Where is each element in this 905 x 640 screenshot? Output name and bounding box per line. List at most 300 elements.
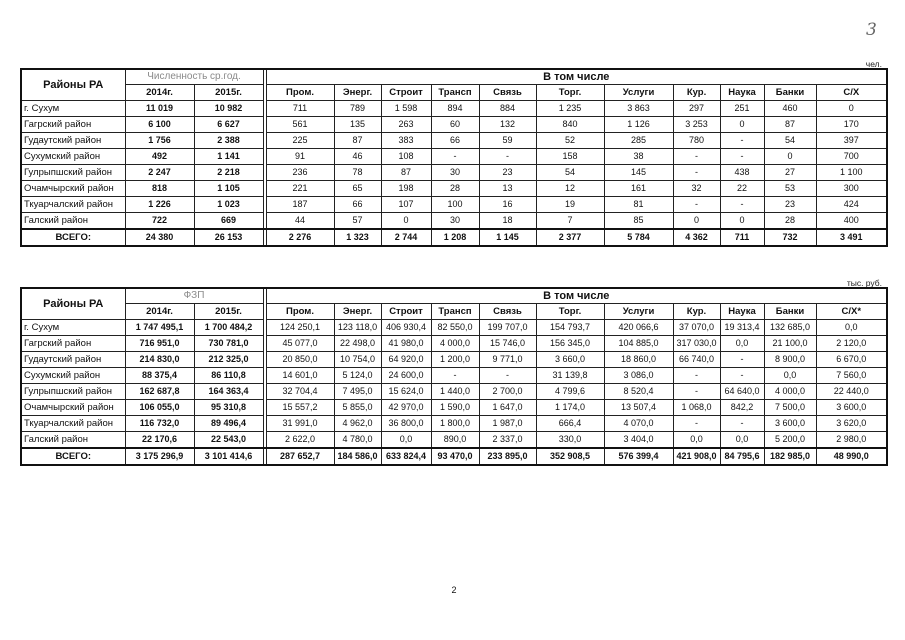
sector-value-cell: 711 (720, 229, 764, 246)
sector-value-cell: 78 (334, 165, 381, 181)
sector-value-cell: 30 (431, 165, 479, 181)
sector-value-cell: 421 908,0 (673, 448, 720, 465)
sector-value-cell: 383 (381, 133, 431, 149)
sector-column-header: Услуги (604, 85, 673, 101)
sector-value-cell: 4 000,0 (431, 336, 479, 352)
sector-value-cell: 4 070,0 (604, 416, 673, 432)
sector-value-cell: 104 885,0 (604, 336, 673, 352)
total-label: ВСЕГО: (21, 448, 125, 465)
sector-value-cell: 840 (536, 117, 604, 133)
sector-value-cell: 124 250,1 (266, 320, 334, 336)
sector-value-cell: 352 908,5 (536, 448, 604, 465)
sector-value-cell: 2 377 (536, 229, 604, 246)
included-header: В том числе (266, 288, 887, 304)
sector-value-cell: - (673, 384, 720, 400)
sector-value-cell: 2 744 (381, 229, 431, 246)
sector-value-cell: 23 (764, 197, 816, 213)
sector-value-cell: 199 707,0 (479, 320, 536, 336)
sector-column-header: Пром. (266, 304, 334, 320)
sector-value-cell: 1 208 (431, 229, 479, 246)
sector-value-cell: - (673, 165, 720, 181)
sector-value-cell: - (720, 133, 764, 149)
sector-column-header: Банки (764, 85, 816, 101)
table-row (21, 101, 887, 117)
sector-value-cell: 28 (764, 213, 816, 230)
handwritten-page-number: 3 (866, 20, 877, 40)
sector-value-cell: 3 491 (816, 229, 887, 246)
included-header: В том числе (266, 69, 887, 85)
sector-value-cell: 0 (764, 149, 816, 165)
sector-value-cell: 44 (266, 213, 334, 230)
sector-value-cell: 4 799,6 (536, 384, 604, 400)
sector-value-cell: 132 (479, 117, 536, 133)
sector-value-cell: - (479, 149, 536, 165)
sector-column-header: Трансп (431, 85, 479, 101)
total-label: ВСЕГО: (21, 229, 125, 246)
table-row (21, 368, 887, 384)
sector-value-cell: 4 962,0 (334, 416, 381, 432)
table-row (21, 133, 887, 149)
year-value-cell: 722 (125, 213, 194, 230)
sector-value-cell: 87 (381, 165, 431, 181)
sector-value-cell: 182 985,0 (764, 448, 816, 465)
year-value-cell: 6 100 (125, 117, 194, 133)
sector-value-cell: 7 560,0 (816, 368, 887, 384)
sector-value-cell: 7 (536, 213, 604, 230)
sector-value-cell: 32 (673, 181, 720, 197)
sector-column-header: Энерг. (334, 85, 381, 101)
sector-value-cell: 45 077,0 (266, 336, 334, 352)
sector-value-cell: 287 652,7 (266, 448, 334, 465)
table-row (21, 336, 887, 352)
region-name: Галский район (21, 432, 125, 449)
year-value-cell: 2 218 (194, 165, 263, 181)
sector-column-header: Наука (720, 85, 764, 101)
sector-column-header: Строит (381, 85, 431, 101)
sector-value-cell: 700 (816, 149, 887, 165)
sector-value-cell: 1 200,0 (431, 352, 479, 368)
sector-value-cell: 15 557,2 (266, 400, 334, 416)
sector-column-header: Наука (720, 304, 764, 320)
region-name: Ткуарчалский район (21, 197, 125, 213)
sector-value-cell: 57 (334, 213, 381, 230)
sector-value-cell: - (431, 368, 479, 384)
sector-value-cell: 22 498,0 (334, 336, 381, 352)
sector-value-cell: 1 126 (604, 117, 673, 133)
sector-value-cell: 84 795,6 (720, 448, 764, 465)
sector-value-cell: 81 (604, 197, 673, 213)
total-row (21, 229, 887, 246)
sector-value-cell: 187 (266, 197, 334, 213)
region-name: Гулрыпшский район (21, 165, 125, 181)
sector-value-cell: 666,4 (536, 416, 604, 432)
payroll-group-header: ФЗП (125, 288, 263, 304)
sector-value-cell: 406 930,4 (381, 320, 431, 336)
table-row (21, 181, 887, 197)
sector-value-cell: 5 200,0 (764, 432, 816, 449)
region-name: Гагрский район (21, 336, 125, 352)
sector-value-cell: 3 863 (604, 101, 673, 117)
sector-value-cell: 1 145 (479, 229, 536, 246)
sector-value-cell: 1 440,0 (431, 384, 479, 400)
sector-value-cell: 300 (816, 181, 887, 197)
sector-value-cell: 233 895,0 (479, 448, 536, 465)
sector-value-cell: 460 (764, 101, 816, 117)
sector-value-cell: 28 (431, 181, 479, 197)
sector-value-cell: - (720, 368, 764, 384)
sector-value-cell: 135 (334, 117, 381, 133)
sector-value-cell: 561 (266, 117, 334, 133)
sector-value-cell: 5 855,0 (334, 400, 381, 416)
sector-column-header: Услуги (604, 304, 673, 320)
year-value-cell: 1 747 495,1 (125, 320, 194, 336)
sector-value-cell: 6 670,0 (816, 352, 887, 368)
year-column-header: 2014г. (125, 85, 194, 101)
sector-value-cell: 894 (431, 101, 479, 117)
year-value-cell: 162 687,8 (125, 384, 194, 400)
region-name: Ткуарчалский район (21, 416, 125, 432)
year-value-cell: 1 141 (194, 149, 263, 165)
sector-value-cell: 87 (764, 117, 816, 133)
sector-value-cell: 184 586,0 (334, 448, 381, 465)
year-value-cell: 1 700 484,2 (194, 320, 263, 336)
sector-value-cell: 221 (266, 181, 334, 197)
sector-column-header: Пром. (266, 85, 334, 101)
sector-value-cell: 0,0 (720, 336, 764, 352)
sector-value-cell: 842,2 (720, 400, 764, 416)
sector-value-cell: 2 700,0 (479, 384, 536, 400)
year-value-cell: 1 023 (194, 197, 263, 213)
year-value-cell: 492 (125, 149, 194, 165)
headcount-unit-label: чел. (865, 59, 882, 69)
column-header-row (21, 304, 887, 320)
sector-value-cell: 41 980,0 (381, 336, 431, 352)
year-value-cell: 212 325,0 (194, 352, 263, 368)
sector-value-cell: 330,0 (536, 432, 604, 449)
sector-value-cell: 21 100,0 (764, 336, 816, 352)
sector-value-cell: 0,0 (381, 432, 431, 449)
sector-value-cell: 1 800,0 (431, 416, 479, 432)
sector-value-cell: 64 920,0 (381, 352, 431, 368)
sector-value-cell: 1 235 (536, 101, 604, 117)
year-value-cell: 106 055,0 (125, 400, 194, 416)
sector-value-cell: 18 (479, 213, 536, 230)
sector-value-cell: 9 771,0 (479, 352, 536, 368)
sector-value-cell: - (720, 197, 764, 213)
sector-value-cell: 3 600,0 (816, 400, 887, 416)
sector-value-cell: 884 (479, 101, 536, 117)
sector-value-cell: 91 (266, 149, 334, 165)
sector-value-cell: 1 174,0 (536, 400, 604, 416)
sector-value-cell: 2 337,0 (479, 432, 536, 449)
headcount-table (20, 68, 888, 247)
headcount-group-header: Численность ср.год. (125, 69, 263, 85)
sector-value-cell: 156 345,0 (536, 336, 604, 352)
year-value-cell: 164 363,4 (194, 384, 263, 400)
sector-value-cell: 400 (816, 213, 887, 230)
sector-column-header: Связь (479, 304, 536, 320)
sector-value-cell: 2 622,0 (266, 432, 334, 449)
sector-value-cell: 5 124,0 (334, 368, 381, 384)
table-row (21, 165, 887, 181)
sector-value-cell: 7 495,0 (334, 384, 381, 400)
sector-value-cell: 170 (816, 117, 887, 133)
sector-value-cell: - (673, 197, 720, 213)
sector-column-header: С/Х* (816, 304, 887, 320)
sector-value-cell: 890,0 (431, 432, 479, 449)
sector-value-cell: 1 598 (381, 101, 431, 117)
year-column-header: 2014г. (125, 304, 194, 320)
payroll-unit-label: тыс. руб. (846, 278, 882, 288)
year-value-cell: 1 105 (194, 181, 263, 197)
sector-column-header: Торг. (536, 304, 604, 320)
sector-value-cell: 2 980,0 (816, 432, 887, 449)
sector-value-cell: 317 030,0 (673, 336, 720, 352)
sector-value-cell: - (720, 149, 764, 165)
sector-column-header: Строит (381, 304, 431, 320)
table-row (21, 197, 887, 213)
year-value-cell: 3 101 414,6 (194, 448, 263, 465)
sector-value-cell: 397 (816, 133, 887, 149)
region-name: г. Сухум (21, 101, 125, 117)
sector-value-cell: 3 404,0 (604, 432, 673, 449)
sector-value-cell: 12 (536, 181, 604, 197)
sector-value-cell: - (431, 149, 479, 165)
sector-value-cell: 22 440,0 (816, 384, 887, 400)
sector-column-header: Трансп (431, 304, 479, 320)
sector-value-cell: 2 120,0 (816, 336, 887, 352)
year-column-header: 2015г. (194, 85, 263, 101)
sector-column-header: С/Х (816, 85, 887, 101)
sector-value-cell: 15 624,0 (381, 384, 431, 400)
year-value-cell: 2 247 (125, 165, 194, 181)
sector-value-cell: 1 987,0 (479, 416, 536, 432)
year-value-cell: 730 781,0 (194, 336, 263, 352)
sector-value-cell: 10 754,0 (334, 352, 381, 368)
region-name: Гудаутский район (21, 133, 125, 149)
payroll-table (20, 287, 888, 466)
region-name: г. Сухум (21, 320, 125, 336)
sector-value-cell: 1 068,0 (673, 400, 720, 416)
sector-value-cell: 85 (604, 213, 673, 230)
sector-value-cell: 42 970,0 (381, 400, 431, 416)
sector-value-cell: 285 (604, 133, 673, 149)
sector-value-cell: 732 (764, 229, 816, 246)
region-name: Очамчырский район (21, 400, 125, 416)
sector-value-cell: 60 (431, 117, 479, 133)
sector-value-cell: 0 (720, 117, 764, 133)
table-row (21, 416, 887, 432)
sector-column-header: Банки (764, 304, 816, 320)
sector-value-cell: 438 (720, 165, 764, 181)
table-row (21, 400, 887, 416)
year-value-cell: 22 170,6 (125, 432, 194, 449)
sector-value-cell: 64 640,0 (720, 384, 764, 400)
sector-value-cell: 66 (334, 197, 381, 213)
sector-value-cell: 54 (764, 133, 816, 149)
sector-value-cell: 420 066,6 (604, 320, 673, 336)
region-name: Сухумский район (21, 368, 125, 384)
year-value-cell: 669 (194, 213, 263, 230)
sector-value-cell: 198 (381, 181, 431, 197)
region-header: Районы РА (21, 288, 125, 320)
sector-value-cell: 66 (431, 133, 479, 149)
sector-value-cell: 52 (536, 133, 604, 149)
sector-value-cell: 4 780,0 (334, 432, 381, 449)
year-value-cell: 6 627 (194, 117, 263, 133)
sector-value-cell: 107 (381, 197, 431, 213)
sector-value-cell: 38 (604, 149, 673, 165)
sector-value-cell: 30 (431, 213, 479, 230)
year-value-cell: 86 110,8 (194, 368, 263, 384)
sector-value-cell: 633 824,4 (381, 448, 431, 465)
sector-value-cell: 8 900,0 (764, 352, 816, 368)
sector-value-cell: 1 647,0 (479, 400, 536, 416)
sector-value-cell: 145 (604, 165, 673, 181)
year-value-cell: 1 756 (125, 133, 194, 149)
year-value-cell: 95 310,8 (194, 400, 263, 416)
sector-value-cell: 66 740,0 (673, 352, 720, 368)
year-value-cell: 10 982 (194, 101, 263, 117)
region-name: Гулрыпшский район (21, 384, 125, 400)
sector-value-cell: 19 313,4 (720, 320, 764, 336)
sector-value-cell: 711 (266, 101, 334, 117)
sector-value-cell: 53 (764, 181, 816, 197)
sector-value-cell: 1 590,0 (431, 400, 479, 416)
sector-column-header: Кур. (673, 304, 720, 320)
sector-column-header: Энерг. (334, 304, 381, 320)
sector-value-cell: 251 (720, 101, 764, 117)
year-value-cell: 214 830,0 (125, 352, 194, 368)
sector-value-cell: 0 (673, 213, 720, 230)
sector-value-cell: 3 086,0 (604, 368, 673, 384)
sector-value-cell: 32 704,4 (266, 384, 334, 400)
sector-value-cell: 158 (536, 149, 604, 165)
sector-value-cell: 18 860,0 (604, 352, 673, 368)
table-row (21, 149, 887, 165)
sector-value-cell: 15 746,0 (479, 336, 536, 352)
table-row (21, 352, 887, 368)
year-value-cell: 818 (125, 181, 194, 197)
sector-value-cell: 100 (431, 197, 479, 213)
region-name: Гагрский район (21, 117, 125, 133)
table-row (21, 384, 887, 400)
sector-value-cell: 7 500,0 (764, 400, 816, 416)
sector-value-cell: 59 (479, 133, 536, 149)
year-value-cell: 716 951,0 (125, 336, 194, 352)
sector-value-cell: 0,0 (720, 432, 764, 449)
year-value-cell: 1 226 (125, 197, 194, 213)
sector-value-cell: 297 (673, 101, 720, 117)
sector-column-header: Связь (479, 85, 536, 101)
sector-value-cell: 16 (479, 197, 536, 213)
sector-value-cell: 0,0 (673, 432, 720, 449)
sector-value-cell: 2 276 (266, 229, 334, 246)
year-value-cell: 3 175 296,9 (125, 448, 194, 465)
year-value-cell: 24 380 (125, 229, 194, 246)
region-name: Очамчырский район (21, 181, 125, 197)
sector-value-cell: 3 620,0 (816, 416, 887, 432)
year-value-cell: 116 732,0 (125, 416, 194, 432)
sector-value-cell: 87 (334, 133, 381, 149)
year-value-cell: 22 543,0 (194, 432, 263, 449)
year-value-cell: 89 496,4 (194, 416, 263, 432)
sector-value-cell: 20 850,0 (266, 352, 334, 368)
sector-value-cell: 82 550,0 (431, 320, 479, 336)
sector-value-cell: 19 (536, 197, 604, 213)
sector-value-cell: 154 793,7 (536, 320, 604, 336)
table-row (21, 432, 887, 449)
region-name: Гудаутский район (21, 352, 125, 368)
region-header: Районы РА (21, 69, 125, 101)
sector-value-cell: 780 (673, 133, 720, 149)
sector-value-cell: 31 139,8 (536, 368, 604, 384)
page-number: 2 (451, 585, 457, 595)
sector-value-cell: 263 (381, 117, 431, 133)
sector-value-cell: - (673, 149, 720, 165)
sector-value-cell: 3 253 (673, 117, 720, 133)
sector-value-cell: 8 520,4 (604, 384, 673, 400)
sector-value-cell: 14 601,0 (266, 368, 334, 384)
sector-value-cell: 13 (479, 181, 536, 197)
sector-value-cell: 93 470,0 (431, 448, 479, 465)
sector-value-cell: 36 800,0 (381, 416, 431, 432)
sector-value-cell: 161 (604, 181, 673, 197)
sector-value-cell: 132 685,0 (764, 320, 816, 336)
sector-value-cell: 13 507,4 (604, 400, 673, 416)
sector-value-cell: 3 660,0 (536, 352, 604, 368)
region-name: Сухумский район (21, 149, 125, 165)
year-value-cell: 26 153 (194, 229, 263, 246)
sector-value-cell: 24 600,0 (381, 368, 431, 384)
sector-value-cell: 4 362 (673, 229, 720, 246)
sector-value-cell: 48 990,0 (816, 448, 887, 465)
year-column-header: 2015г. (194, 304, 263, 320)
sector-value-cell: 23 (479, 165, 536, 181)
sector-column-header: Кур. (673, 85, 720, 101)
sector-value-cell: 0,0 (816, 320, 887, 336)
sector-value-cell: 1 100 (816, 165, 887, 181)
sector-value-cell: 789 (334, 101, 381, 117)
sector-value-cell: 46 (334, 149, 381, 165)
table-row (21, 213, 887, 230)
sector-value-cell: 3 600,0 (764, 416, 816, 432)
sector-value-cell: 31 991,0 (266, 416, 334, 432)
sector-value-cell: 65 (334, 181, 381, 197)
year-value-cell: 11 019 (125, 101, 194, 117)
sector-value-cell: 0 (816, 101, 887, 117)
sector-value-cell: 123 118,0 (334, 320, 381, 336)
region-name: Галский район (21, 213, 125, 230)
sector-value-cell: 5 784 (604, 229, 673, 246)
sector-value-cell: 236 (266, 165, 334, 181)
year-value-cell: 2 388 (194, 133, 263, 149)
total-row (21, 448, 887, 465)
sector-value-cell: - (720, 416, 764, 432)
sector-value-cell: 0 (720, 213, 764, 230)
sector-value-cell: 1 323 (334, 229, 381, 246)
sector-value-cell: 27 (764, 165, 816, 181)
column-header-row (21, 85, 887, 101)
sector-value-cell: - (720, 352, 764, 368)
sector-value-cell: 576 399,4 (604, 448, 673, 465)
table-row (21, 320, 887, 336)
year-value-cell: 88 375,4 (125, 368, 194, 384)
sector-value-cell: 225 (266, 133, 334, 149)
sector-value-cell: 37 070,0 (673, 320, 720, 336)
sector-value-cell: 108 (381, 149, 431, 165)
sector-value-cell: 54 (536, 165, 604, 181)
